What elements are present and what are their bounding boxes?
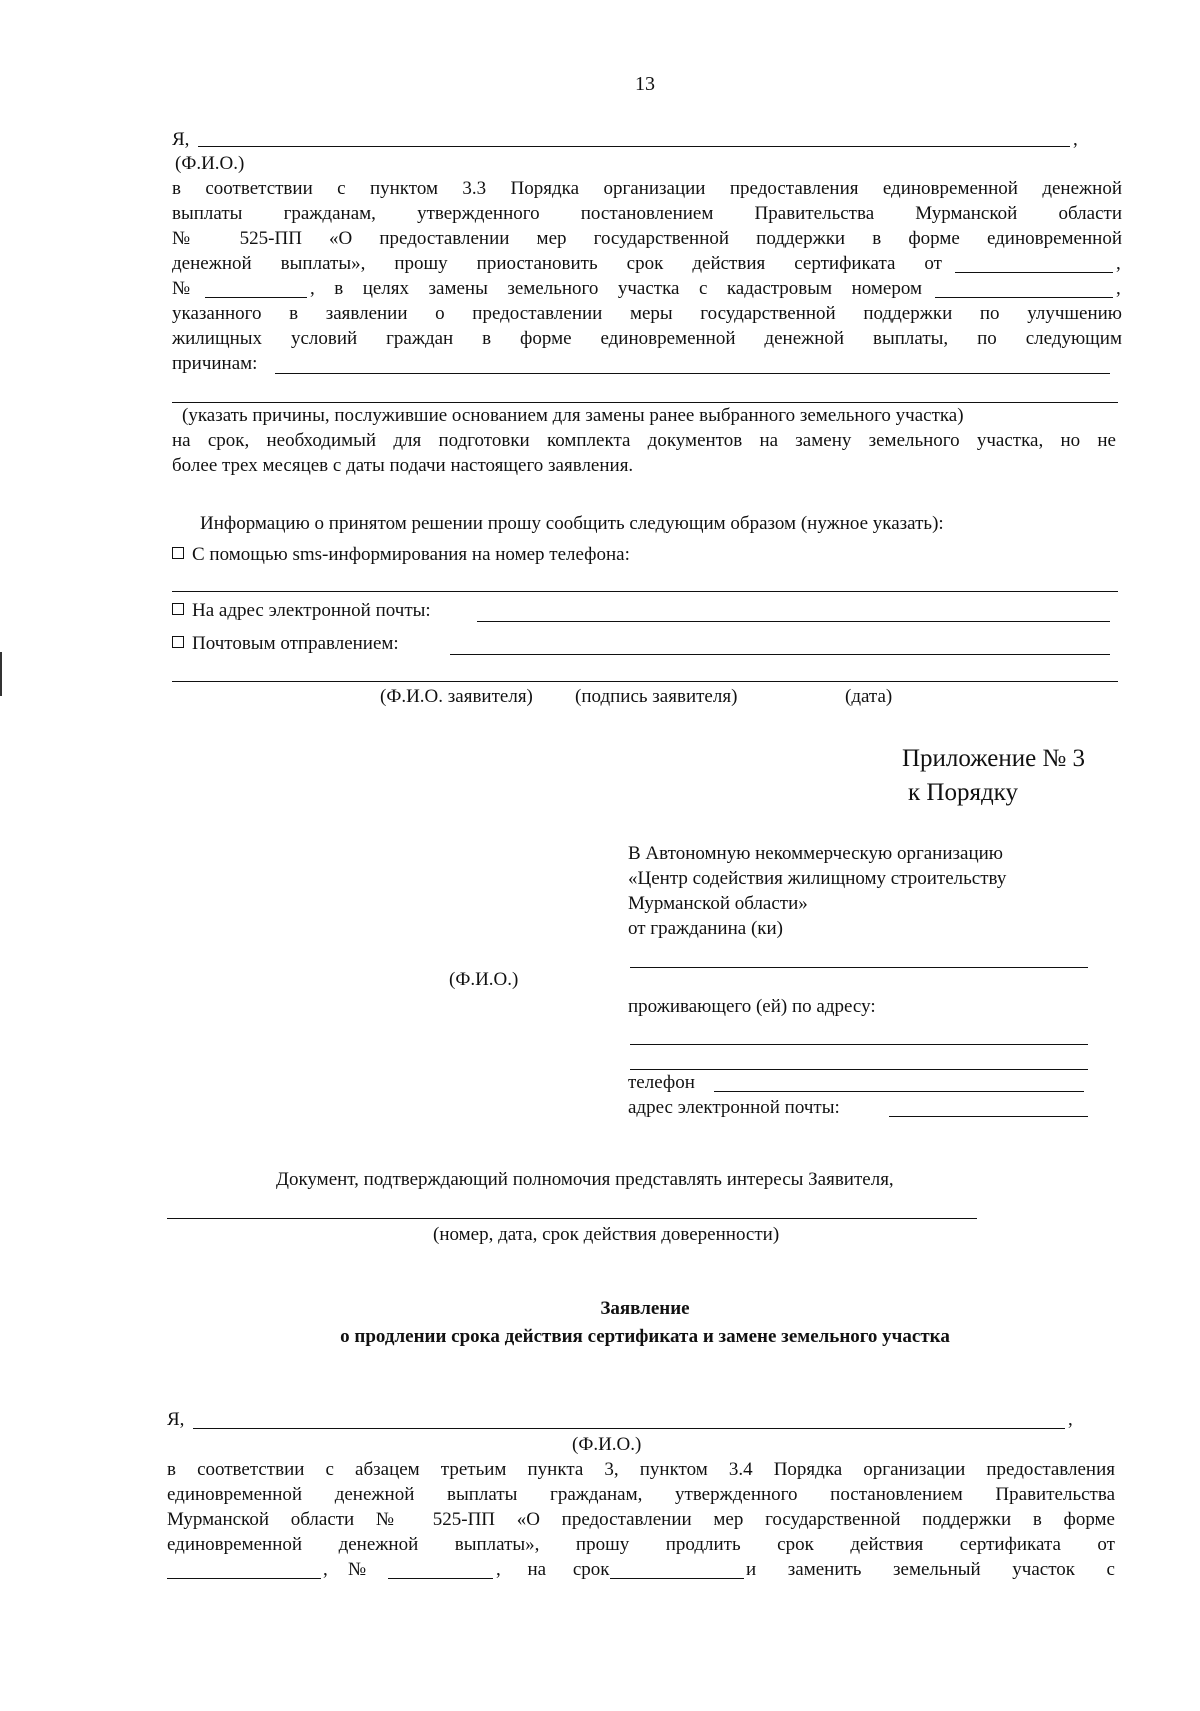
residing-label: проживающего (ей) по адресу: xyxy=(628,996,876,1017)
extension-term-blank[interactable] xyxy=(610,1578,744,1579)
email-label: адрес электронной почты: xyxy=(628,1097,840,1118)
comma: , xyxy=(1073,129,1078,150)
citizen-name-blank[interactable] xyxy=(630,967,1088,968)
extension-number-blank[interactable] xyxy=(388,1578,493,1579)
certificate-number-blank[interactable] xyxy=(205,297,307,298)
checkbox-sms[interactable] xyxy=(172,547,184,559)
signature-caption-date: (дата) xyxy=(845,686,893,707)
post-blank-line[interactable] xyxy=(450,654,1110,655)
phone-label: телефон xyxy=(628,1072,695,1093)
phone-blank-line[interactable] xyxy=(172,591,1118,592)
phone-blank[interactable] xyxy=(714,1091,1084,1092)
addressee-line-1: В Автономную некоммерческую организацию xyxy=(628,843,1003,864)
reasons-blank-line[interactable] xyxy=(275,373,1110,374)
address-blank-2[interactable] xyxy=(630,1069,1088,1070)
ya-label: Я, xyxy=(172,129,190,150)
term-line-1: на срок, необходимый для подготовки комплекта документов на замену земельного участка, но не xyxy=(172,430,1116,451)
representative-caption: (номер, дата, срок действия доверенности) xyxy=(433,1224,780,1245)
representative-text: Документ, подтверждающий полномочия представлять интересы Заявителя, xyxy=(276,1169,894,1190)
checkbox-post[interactable] xyxy=(172,636,184,648)
email-blank[interactable] xyxy=(889,1116,1088,1117)
para-line-2: выплаты гражданам, утвержденного постановлением Правительства Мурманской области xyxy=(172,203,1122,224)
para-line-6: указанного в заявлении о предоставлении меры государственной поддержки по улучшению xyxy=(172,303,1122,324)
replace-plot-text: и заменить земельный участок с xyxy=(746,1559,1115,1580)
option-post[interactable] xyxy=(172,632,399,656)
addressee-line-4: от гражданина (ки) xyxy=(628,918,783,939)
addressee-fio-caption: (Ф.И.О.) xyxy=(449,969,519,990)
checkbox-email[interactable] xyxy=(172,603,184,615)
comma: , xyxy=(1116,253,1121,274)
reasons-blank-line-2[interactable] xyxy=(172,402,1118,403)
statement-line-2: единовременной денежной выплаты гражданам, утвержденного постановлением Правительства xyxy=(167,1484,1115,1505)
option-sms[interactable] xyxy=(172,543,630,567)
statement-subtitle: о продлении срока действия сертификата и замене земельного участка xyxy=(340,1326,950,1347)
representative-blank[interactable] xyxy=(167,1218,977,1219)
term-line-2: более трех месяцев с даты подачи настоящего заявления. xyxy=(172,455,634,476)
address-blank-1[interactable] xyxy=(630,1044,1088,1045)
option-email[interactable] xyxy=(172,599,431,623)
para-line-7: жилищных условий граждан в форме единовременной денежной выплаты, по следующим xyxy=(172,328,1122,349)
appendix-subtitle: к Порядку xyxy=(908,779,1018,806)
scan-margin-mark xyxy=(0,652,2,696)
extension-date-blank[interactable] xyxy=(167,1578,321,1579)
statement-title: Заявление xyxy=(600,1298,690,1319)
number-sign: № xyxy=(348,1559,367,1580)
statement-line-3: Мурманской области № 525-ПП «О предоставлении мер государственной поддержки в форме xyxy=(167,1509,1115,1530)
statement-fio-blank[interactable] xyxy=(193,1428,1065,1429)
statement-fio-caption: (Ф.И.О.) xyxy=(572,1434,642,1455)
fio-caption: (Ф.И.О.) xyxy=(175,153,245,174)
number-sign: № xyxy=(172,278,191,299)
addressee-line-2: «Центр содействия жилищному строительству xyxy=(628,868,1007,889)
comma: , xyxy=(1068,1409,1073,1430)
option-email-label: На адрес электронной почты: xyxy=(192,600,431,621)
para-line-5: , в целях замены земельного участка с кадастровым номером xyxy=(310,278,922,299)
fio-blank-line[interactable] xyxy=(198,146,1070,147)
addressee-line-3: Мурманской области» xyxy=(628,893,808,914)
statement-line-1: в соответствии с абзацем третьим пункта 3, пунктом 3.4 Порядка организации предоставления xyxy=(167,1459,1115,1480)
signature-blank-line[interactable] xyxy=(172,681,1118,682)
para-line-3: № 525-ПП «О предоставлении мер государственной поддержки в форме единовременной xyxy=(172,228,1122,249)
statement-ya-label: Я, xyxy=(167,1409,185,1430)
para-line-1: в соответствии с пунктом 3.3 Порядка организации предоставления единовременной денежной xyxy=(172,178,1122,199)
cadastral-number-blank[interactable] xyxy=(935,297,1113,298)
email-blank-line[interactable] xyxy=(477,621,1110,622)
reasons-caption: (указать причины, послужившие основанием для замены ранее выбранного земельного участка) xyxy=(182,405,964,426)
signature-caption-signature: (подпись заявителя) xyxy=(575,686,738,707)
term-label: , на срок xyxy=(496,1559,610,1580)
comma: , xyxy=(1116,278,1121,299)
statement-line-4: единовременной денежной выплаты», прошу продлить срок действия сертификата от xyxy=(167,1534,1115,1555)
page-number: 13 xyxy=(635,73,655,95)
para-line-4: денежной выплаты», прошу приостановить срок действия сертификата от xyxy=(172,253,942,274)
info-intro: Информацию о принятом решении прошу сообщить следующим образом (нужное указать): xyxy=(200,513,944,534)
option-post-label: Почтовым отправлением: xyxy=(192,633,399,654)
signature-caption-fio: (Ф.И.О. заявителя) xyxy=(380,686,533,707)
reasons-label: причинам: xyxy=(172,353,258,374)
comma: , xyxy=(323,1559,328,1580)
appendix-title: Приложение № 3 xyxy=(902,745,1086,772)
certificate-date-blank[interactable] xyxy=(955,272,1113,273)
option-sms-label: С помощью sms-информирования на номер телефона: xyxy=(192,544,630,565)
